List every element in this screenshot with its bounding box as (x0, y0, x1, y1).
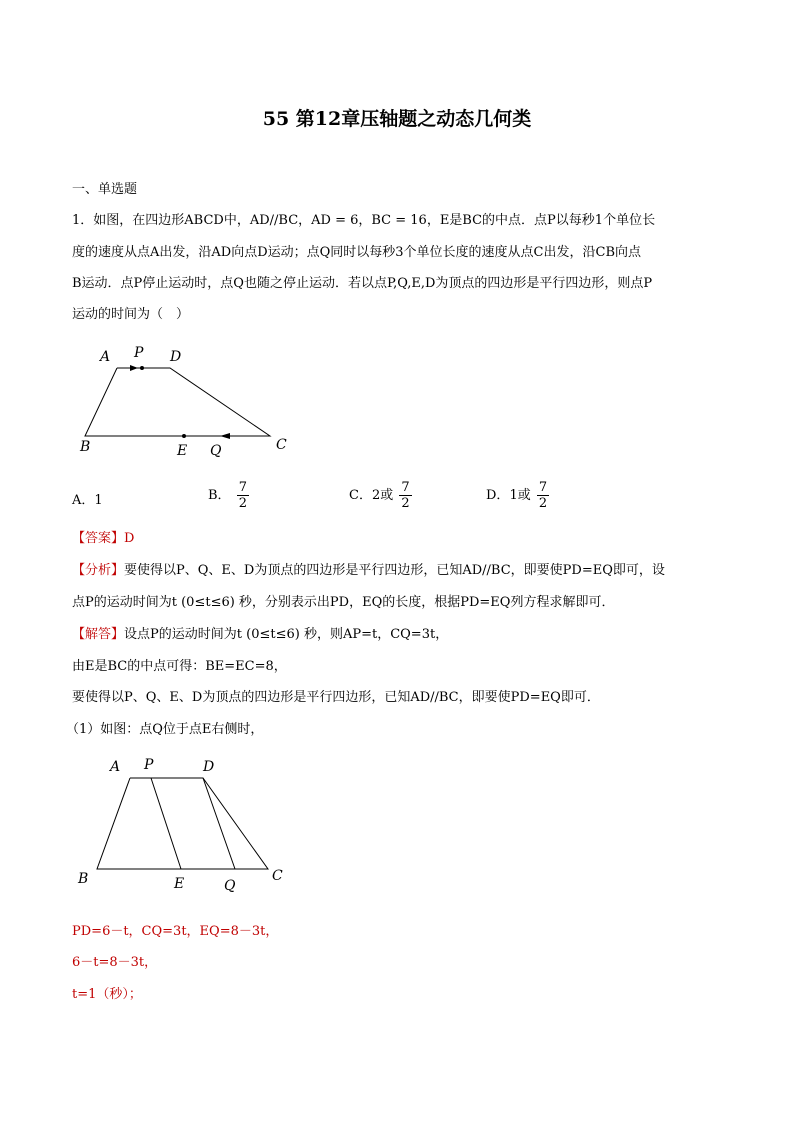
option-c-num: 7 (401, 480, 410, 495)
option-c-fraction (399, 480, 411, 511)
option-d-fraction (537, 480, 549, 511)
option-d-prefix: 1或 (509, 488, 531, 503)
fig2-label-c: C (272, 868, 283, 884)
option-d-label: D． (486, 488, 510, 503)
label-e: E (177, 443, 188, 459)
fig2-label-b: B (78, 871, 89, 887)
solution-text-1: 设点P的运动时间为t (0≤t≤6) 秒，则AP=t，CQ=3t， (124, 627, 449, 642)
page-title: 55 第12章压轴题之动态几何类 (262, 108, 532, 130)
arrow-p-marker (130, 365, 138, 371)
solution-line-1 (72, 623, 448, 642)
question-line-4: 运动的时间为（ ） (72, 307, 190, 322)
answer-tag: 【答案】 (72, 531, 125, 546)
solution-tag: 【解答】 (72, 627, 125, 642)
option-c-den: 2 (401, 496, 410, 511)
option-c-prefix: 2或 (371, 488, 394, 503)
label-q: Q (210, 443, 222, 459)
label-d: D (170, 349, 182, 365)
option-a[interactable] (72, 489, 103, 508)
work-line-2: 6－t=8－3t， (72, 955, 158, 970)
label-b: B (80, 439, 91, 455)
figure-2-parallelogram (72, 752, 302, 897)
option-b-den: 2 (238, 496, 247, 511)
fig2-label-e: E (174, 876, 185, 892)
option-a-text: 1 (94, 493, 103, 508)
work-line-1: PD=6－t，CQ=3t，EQ=8－3t， (72, 924, 279, 939)
question-line-3: B运动．点P停止运动时，点Q也随之停止运动．若以点P,Q,E,D为顶点的四边形是平行四边形，则点P (72, 276, 653, 291)
fig2-label-q: Q (224, 878, 236, 894)
fig2-label-d: D (203, 759, 215, 775)
analysis-tag: 【分析】 (72, 563, 125, 578)
option-d-num: 7 (538, 480, 548, 495)
solution-case-1: （1）如图：点Q位于点E右侧时， (66, 722, 264, 737)
work-line-3: t=1（秒）； (72, 987, 142, 1002)
solution-line-2: 由E是BC的中点可得：BE=EC=8， (72, 659, 287, 674)
answer-line (72, 527, 134, 546)
option-b-label: B． (208, 488, 231, 503)
arrow-q-marker (220, 433, 230, 439)
answer-value: D (124, 531, 135, 546)
option-c-label: C． (349, 488, 372, 503)
option-a-label: A． (72, 493, 95, 508)
analysis-text-1: 要使得以P、Q、E、D为顶点的四边形是平行四边形，已知AD//BC，即要使PD=EQ即可，设 (124, 563, 665, 578)
option-b[interactable] (208, 480, 251, 511)
solution-line-3: 要使得以P、Q、E、D为顶点的四边形是平行四边形，已知AD//BC，即要使PD=EQ即可． (72, 690, 600, 705)
option-d[interactable] (486, 480, 551, 511)
option-c[interactable] (349, 480, 414, 511)
option-b-num: 7 (238, 480, 247, 495)
analysis-line-1 (72, 559, 665, 578)
label-p: P (134, 345, 144, 361)
option-b-fraction (237, 480, 249, 511)
figure-1-trapezoid (70, 340, 300, 465)
label-a: A (100, 349, 111, 365)
question-line-1: 1．如图，在四边形ABCD中，AD//BC，AD = 6，BC = 16，E是BC的中点．点P以每秒1个单位长 (72, 213, 656, 228)
section-heading: 一、单选题 (72, 182, 138, 197)
point-e (182, 434, 186, 438)
analysis-line-2: 点P的运动时间为t (0≤t≤6) 秒，分别表示出PD，EQ的长度，根据PD=EQ列方程求解即可． (72, 595, 615, 610)
option-d-den: 2 (538, 496, 548, 511)
question-line-2: 度的速度从点A出发，沿AD向点D运动；点Q同时以每秒3个单位长度的速度从点C出发，沿CB向点 (72, 245, 641, 260)
fig2-label-a: A (110, 759, 121, 775)
label-c: C (276, 437, 287, 453)
fig2-label-p: P (144, 757, 154, 773)
point-p (140, 366, 144, 370)
